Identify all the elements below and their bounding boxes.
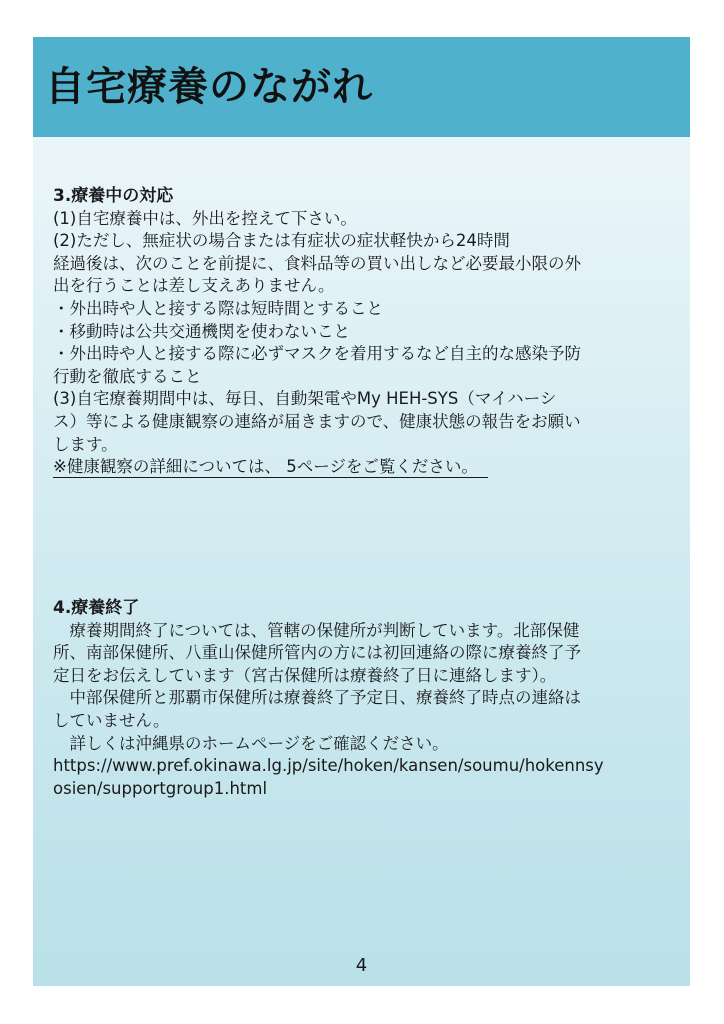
section-3-bullet: ・外出時や人と接する際に必ずマスクを着用するなど自主的な感染予防 bbox=[53, 344, 581, 364]
section-4-line: 定日をお伝えしています（宮古保健所は療養終了日に連絡します）。 bbox=[53, 665, 557, 685]
section-3-line: (2)ただし、無症状の場合または有症状の症状軽快から24時間 bbox=[53, 231, 510, 251]
prefecture-homepage-url-cont[interactable]: osien/supportgroup1.html bbox=[53, 778, 268, 798]
section-4-line: していません。 bbox=[53, 710, 170, 730]
section-3-line: (3)自宅療養期間中は、毎日、自動架電やMy HEH-SYS（マイハーシ bbox=[53, 389, 557, 409]
section-3 bbox=[53, 185, 679, 479]
section-3-line: 出を行うことは差し支えありません。 bbox=[53, 276, 335, 296]
section-3-line: ス）等による健康観察の連絡が届きますので、健康状態の報告をお願い bbox=[53, 411, 581, 431]
section-3-note-row bbox=[53, 456, 679, 479]
health-observation-note: ※健康観察の詳細については、 5ページをご覧ください。 bbox=[53, 457, 488, 478]
section-3-heading: 3.療養中の対応 bbox=[53, 186, 174, 206]
prefecture-homepage-url[interactable]: https://www.pref.okinawa.lg.jp/site/hoken/kansen/soumu/hokennsy bbox=[53, 756, 604, 776]
section-3-bullet: ・移動時は公共交通機関を使わないこと bbox=[53, 321, 350, 341]
section-3-line: (1)自宅療養中は、外出を控えて下さい。 bbox=[53, 208, 357, 228]
header-banner bbox=[33, 37, 690, 137]
section-4-heading: 4.療養終了 bbox=[53, 598, 140, 618]
section-4-line: 詳しくは沖縄県のホームページをご確認ください。 bbox=[69, 733, 449, 753]
page-number: 4 bbox=[355, 955, 368, 976]
section-4-line: 療養期間終了については、管轄の保健所が判断しています。北部保健 bbox=[69, 620, 580, 640]
page-panel bbox=[33, 37, 690, 986]
section-4-line: 中部保健所と那覇市保健所は療養終了予定日、療養終了時点の連絡は bbox=[69, 688, 581, 708]
section-3-line: 行動を徹底すること bbox=[53, 366, 202, 386]
section-4 bbox=[53, 597, 679, 800]
section-3-line: します。 bbox=[53, 434, 118, 454]
section-4-line: 所、南部保健所、八重山保健所管内の方には初回連絡の際に療養終了予 bbox=[53, 643, 581, 663]
section-3-bullet: ・外出時や人と接する際は短時間とすること bbox=[53, 298, 383, 318]
page-title: 自宅療養のながれ bbox=[45, 64, 373, 110]
section-3-line: 経過後は、次のことを前提に、食料品等の買い出しなど必要最小限の外 bbox=[53, 253, 581, 273]
